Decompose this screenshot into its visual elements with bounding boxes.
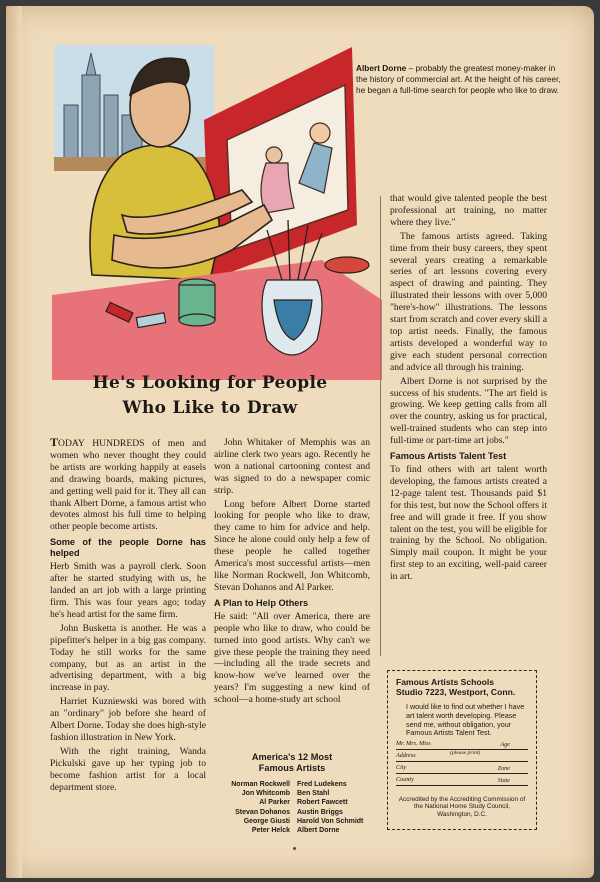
page-mark — [293, 847, 296, 850]
article-column-3: that would give talented people the best professional art training, no matter where they live." The famous artists agreed. Taking time from their busy careers, they spent several years creating a remarkable series of art lessons covering every aspect of drawing and painting. They illustrated their lessons with over 5,000 "here's-how" illustrations. The lessons start from scratch and cover every skill a top artist needs. Finally, the famous artists developed a wonderful way to give each student personal correction and advice all through his training. Albert Dorne is not surprised by the success of his students. "The art field is growing. We keep getting calls from all over the country, asking us for practical, well-trained students who can step into full-time or part-time art jobs." Famous Artists Talent Test To find others with art talent worth developing, the famous artists created a 12-page talent test. Thousands paid $1 for this test, but now the School offers it free and will grade it free. If you show talent on the test, you will be eligible for training by the School. No obligation. Simply mail coupon. It might be your first step to an exciting, well-paid career in art. — [390, 193, 547, 583]
artist-name: Al Parker — [259, 799, 290, 807]
coupon-body: I would like to find out whether I have art talent worth developing. Please send me, without obligation, your Famous Artists Talent Test. — [406, 702, 525, 738]
article-column-2: John Whitaker of Memphis was an airline clerk two years ago. Recently he won a national cartooning contest and was signed to do a newspaper comic strip. Long before Albert Dorne started looking for people who like to draw, they came to him for advice and help. Since he alone could only help a few of these people he called together America's most successful artists—men like Norman Rockwell, Jon Whitcomb, Stevan Dohanos and Al Parker. A Plan to Help Others He said: "All over America, there are people who like to draw, who could be turned into good artists. Why can't we give these people the training they need—including all the trade secrets and know-how we've learned over the years? I'm suggesting a new kind of school—a home-study art school — [214, 437, 370, 706]
headline-line-1: He's Looking for People — [92, 373, 328, 393]
illustration-caption: Albert Dorne – probably the greatest money-maker in the history of commercial art. At the height of his career, he began a full-time search for people who like to draw. — [356, 63, 561, 95]
artists-list — [212, 780, 372, 835]
subhead-talent-test: Famous Artists Talent Test — [390, 451, 507, 462]
artist-name: Stevan Dohanos — [235, 808, 290, 816]
artist-name: Norman Rockwell — [231, 781, 290, 788]
coupon-accreditation: Accredited by the Accrediting Commission of the National Home Study Council, Washington, D.C. — [398, 795, 526, 818]
artist-name: George Giusti — [243, 817, 290, 825]
artist-name: Robert Fawcett — [297, 799, 348, 807]
coupon-county-field[interactable]: County State — [396, 776, 528, 786]
coupon-name-field[interactable]: Mr. Mrs. Miss Age (please print) — [396, 740, 528, 750]
headline-line-2: Who Like to Draw — [122, 398, 298, 418]
subhead-plan-to-help: A Plan to Help Others — [214, 597, 309, 608]
column-divider — [380, 196, 381, 656]
artist-name: Fred Ludekens — [297, 781, 347, 788]
artists-list-box: America's 12 Most Famous Artists Norman Rockwell Fred Ludekens Jon Whitcomb Ben Stahl Al Parker Robert Fawcett Stevan Dohanos Austin Briggs George Giusti Harold Von Schmidt Peter Helck Albert Dorne — [212, 752, 372, 835]
coupon-city-field[interactable]: City Zone — [396, 764, 528, 774]
artist-illustration — [52, 45, 382, 380]
artist-name: Ben Stahl — [297, 790, 330, 798]
artist-name: Harold Von Schmidt — [297, 817, 364, 825]
artist-name: Peter Helck — [251, 827, 290, 835]
coupon-address-field[interactable]: Address — [396, 752, 528, 762]
page-spine — [6, 6, 22, 878]
artist-name: Jon Whitcomb — [241, 790, 290, 798]
artist-name: Austin Briggs — [297, 808, 343, 816]
coupon-title: Famous Artists Schools — [396, 677, 495, 687]
artist-name: Albert Dorne — [297, 827, 340, 835]
subhead-some-of-the-people: Some of the people Dorne has helped — [50, 537, 206, 559]
artists-list-title: America's 12 Most — [251, 752, 333, 762]
mail-coupon[interactable]: Famous Artists Schools Studio 7223, Westport, Conn. I would like to find out whether I have art talent worth developing. Please send me, without obligation, your Famous Artists Talent Test. Mr. Mrs. Miss Age (please print) Address City Zone County State Accredited by the Accrediting Commission of the National Home Study Council, Washington, D.C. — [387, 670, 537, 830]
article-column-1: TODAY HUNDREDS of men and women who never thought they could be artists are working happily at easels and drawing boards, making pictures, and getting well paid for it. They all can thank Albert Dorne, a famous artist who devotes almost his full time to helping other people become artists. Some of the people Dorne has helped Herb Smith was a payroll clerk. Soon after he started studying with us, he landed an art job with a large printing firm. This was four years ago; today he's head artist for the same firm. John Busketta is another. He was a pipefitter's helper in a big gas company. Today he still works for the same company, but as an artist in the advertising department, with a big increase in pay. Harriet Kuzniewski was bored with an "ordinary" job before she heard of Albert Dorne. Today she does high-style fashion illustration in New York. With the right training, Wanda Pickulski gave up her typing job to become fashion artist for a local department store. — [50, 435, 206, 793]
